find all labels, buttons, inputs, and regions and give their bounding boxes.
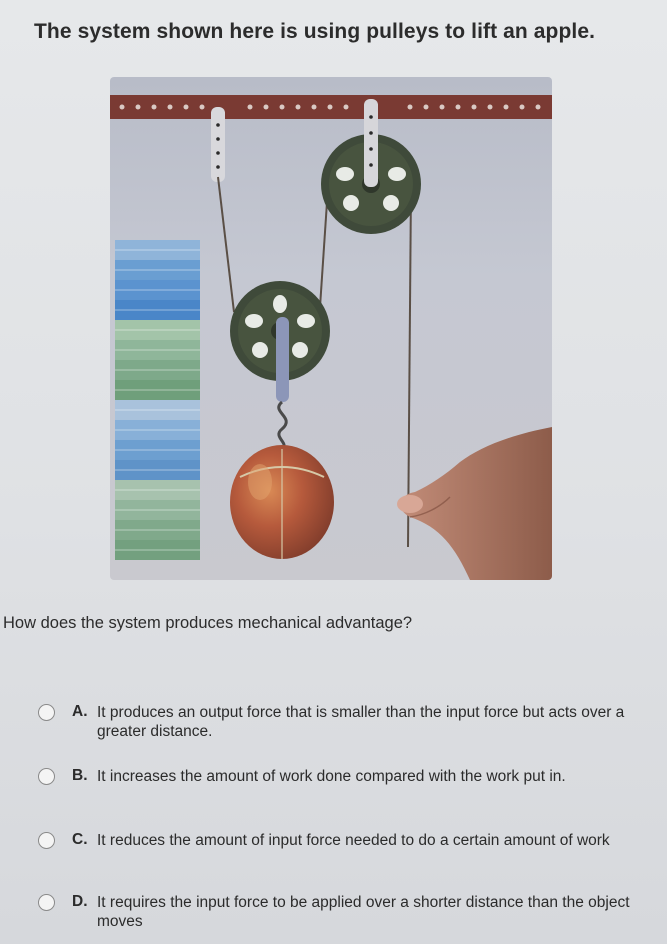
hand (397, 427, 552, 580)
ruler-scale (115, 240, 200, 560)
radio-icon[interactable] (38, 704, 55, 721)
option-c[interactable] (36, 828, 656, 872)
question-text: How does the system produces mechanical advantage? (3, 614, 413, 632)
pulley-bracket (364, 99, 378, 187)
hook-strip (276, 317, 289, 402)
option-d[interactable] (36, 890, 656, 934)
pulley-illustration (110, 77, 552, 580)
anchor-strip (211, 107, 225, 182)
pulley-photo (110, 77, 552, 580)
radio-icon[interactable] (38, 832, 55, 849)
radio-icon[interactable] (38, 894, 55, 911)
question-title: The system shown here is using pulleys to lift an apple. (34, 20, 596, 43)
option-letter: B. (72, 767, 88, 784)
option-letter: C. (72, 831, 88, 848)
option-b[interactable] (36, 764, 656, 808)
option-letter: A. (72, 703, 88, 720)
option-text: It produces an output force that is smaller than the input force but acts over a greater distance. (97, 704, 625, 740)
option-letter: D. (72, 893, 88, 910)
option-text: It reduces the amount of input force needed to do a certain amount of work (97, 832, 610, 849)
option-a[interactable] (36, 700, 656, 744)
support-bar (110, 95, 552, 119)
radio-icon[interactable] (38, 768, 55, 785)
hook (279, 402, 287, 449)
option-text: It increases the amount of work done compared with the work put in. (97, 768, 566, 785)
apple (230, 445, 334, 559)
option-text: It requires the input force to be applied over a shorter distance than the object moves (97, 894, 630, 930)
